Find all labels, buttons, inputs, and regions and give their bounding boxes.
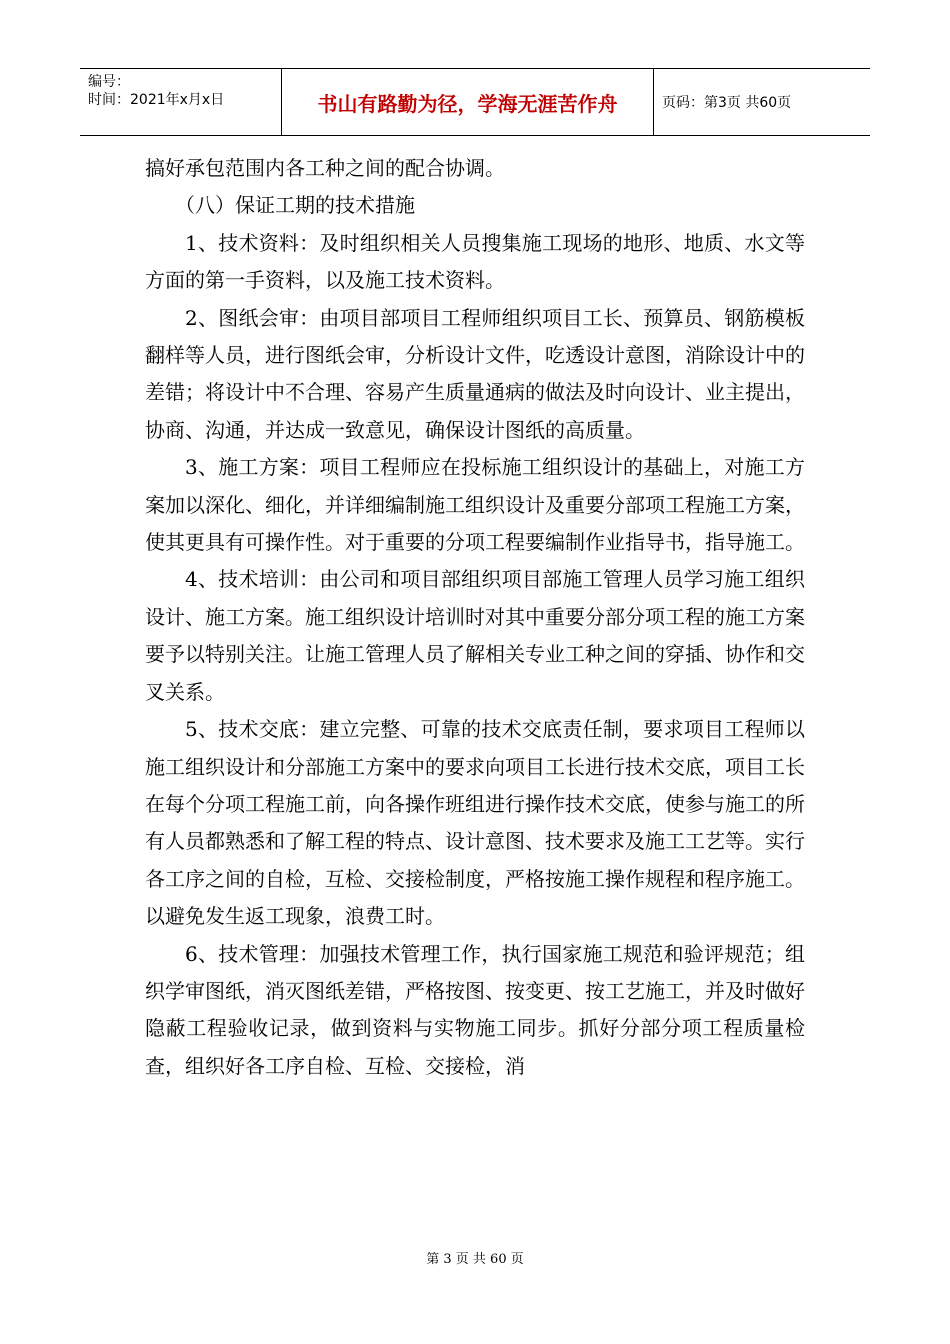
body-paragraph: 2、图纸会审：由项目部项目工程师组织项目工长、预算员、钢筋模板翻样等人员，进行图纸会审，分析设计文件，吃透设计意图，消除设计中的差错；将设计中不合理、容易产生质量通病的做法及时向设计、业主提出，协商、沟通，并达成一致意见，确保设计图纸的高质量。 [145, 305, 805, 442]
document-number-label: 编号： [88, 74, 130, 90]
document-date-label: 时间：2021年x月x日 [88, 92, 225, 108]
body-paragraph: 5、技术交底：建立完整、可靠的技术交底责任制，要求项目工程师以施工组织设计和分部施工方案中的要求向项目工长进行技术交底，项目工长在每个分项工程施工前，向各操作班组进行操作技术交底，使参与施工的所有人员都熟悉和了解工程的特点、设计意图、技术要求及施工工艺等。实行各工序之间的自检，互检、交接检制度，严格按施工操作规程和程序施工。以避免发生返工现象，浪费工时。 [145, 717, 805, 929]
document-body [145, 150, 805, 1085]
page-header [80, 68, 870, 136]
header-motto: 书山有路勤为径，学海无涯苦作舟 [282, 69, 654, 135]
body-paragraph: 3、施工方案：项目工程师应在投标施工组织设计的基础上，对施工方案加以深化、细化，并详细编制施工组织设计及重要分部项工程施工方案，使其更具有可操作性。对于重要的分项工程要编制作业指导书，指导施工。 [145, 455, 805, 555]
header-meta [80, 69, 282, 135]
body-paragraph: 搞好承包范围内各工种之间的配合协调。 [145, 156, 505, 180]
page-footer: 第 3 页 共 60 页 [426, 1252, 524, 1267]
section-heading: （八）保证工期的技术措施 [175, 193, 415, 218]
body-paragraph: 4、技术培训：由公司和项目部组织项目部施工管理人员学习施工组织设计、施工方案。施工组织设计培训时对其中重要分部分项工程的施工方案要予以特别关注。让施工管理人员了解相关专业工种之间的穿插、协作和交叉关系。 [145, 567, 805, 704]
body-paragraph: 1、技术资料：及时组织相关人员搜集施工现场的地形、地质、水文等方面的第一手资料，以及施工技术资料。 [145, 230, 805, 293]
header-page-info: 页码：第3页 共60页 [662, 95, 792, 111]
body-paragraph: 6、技术管理：加强技术管理工作，执行国家施工规范和验评规范；组织学审图纸，消灭图纸差错，严格按图、按变更、按工艺施工，并及时做好隐蔽工程验收记录，做到资料与实物施工同步。抓好分部分项工程质量检查，组织好各工序自检、互检、交接检，消 [145, 941, 805, 1078]
